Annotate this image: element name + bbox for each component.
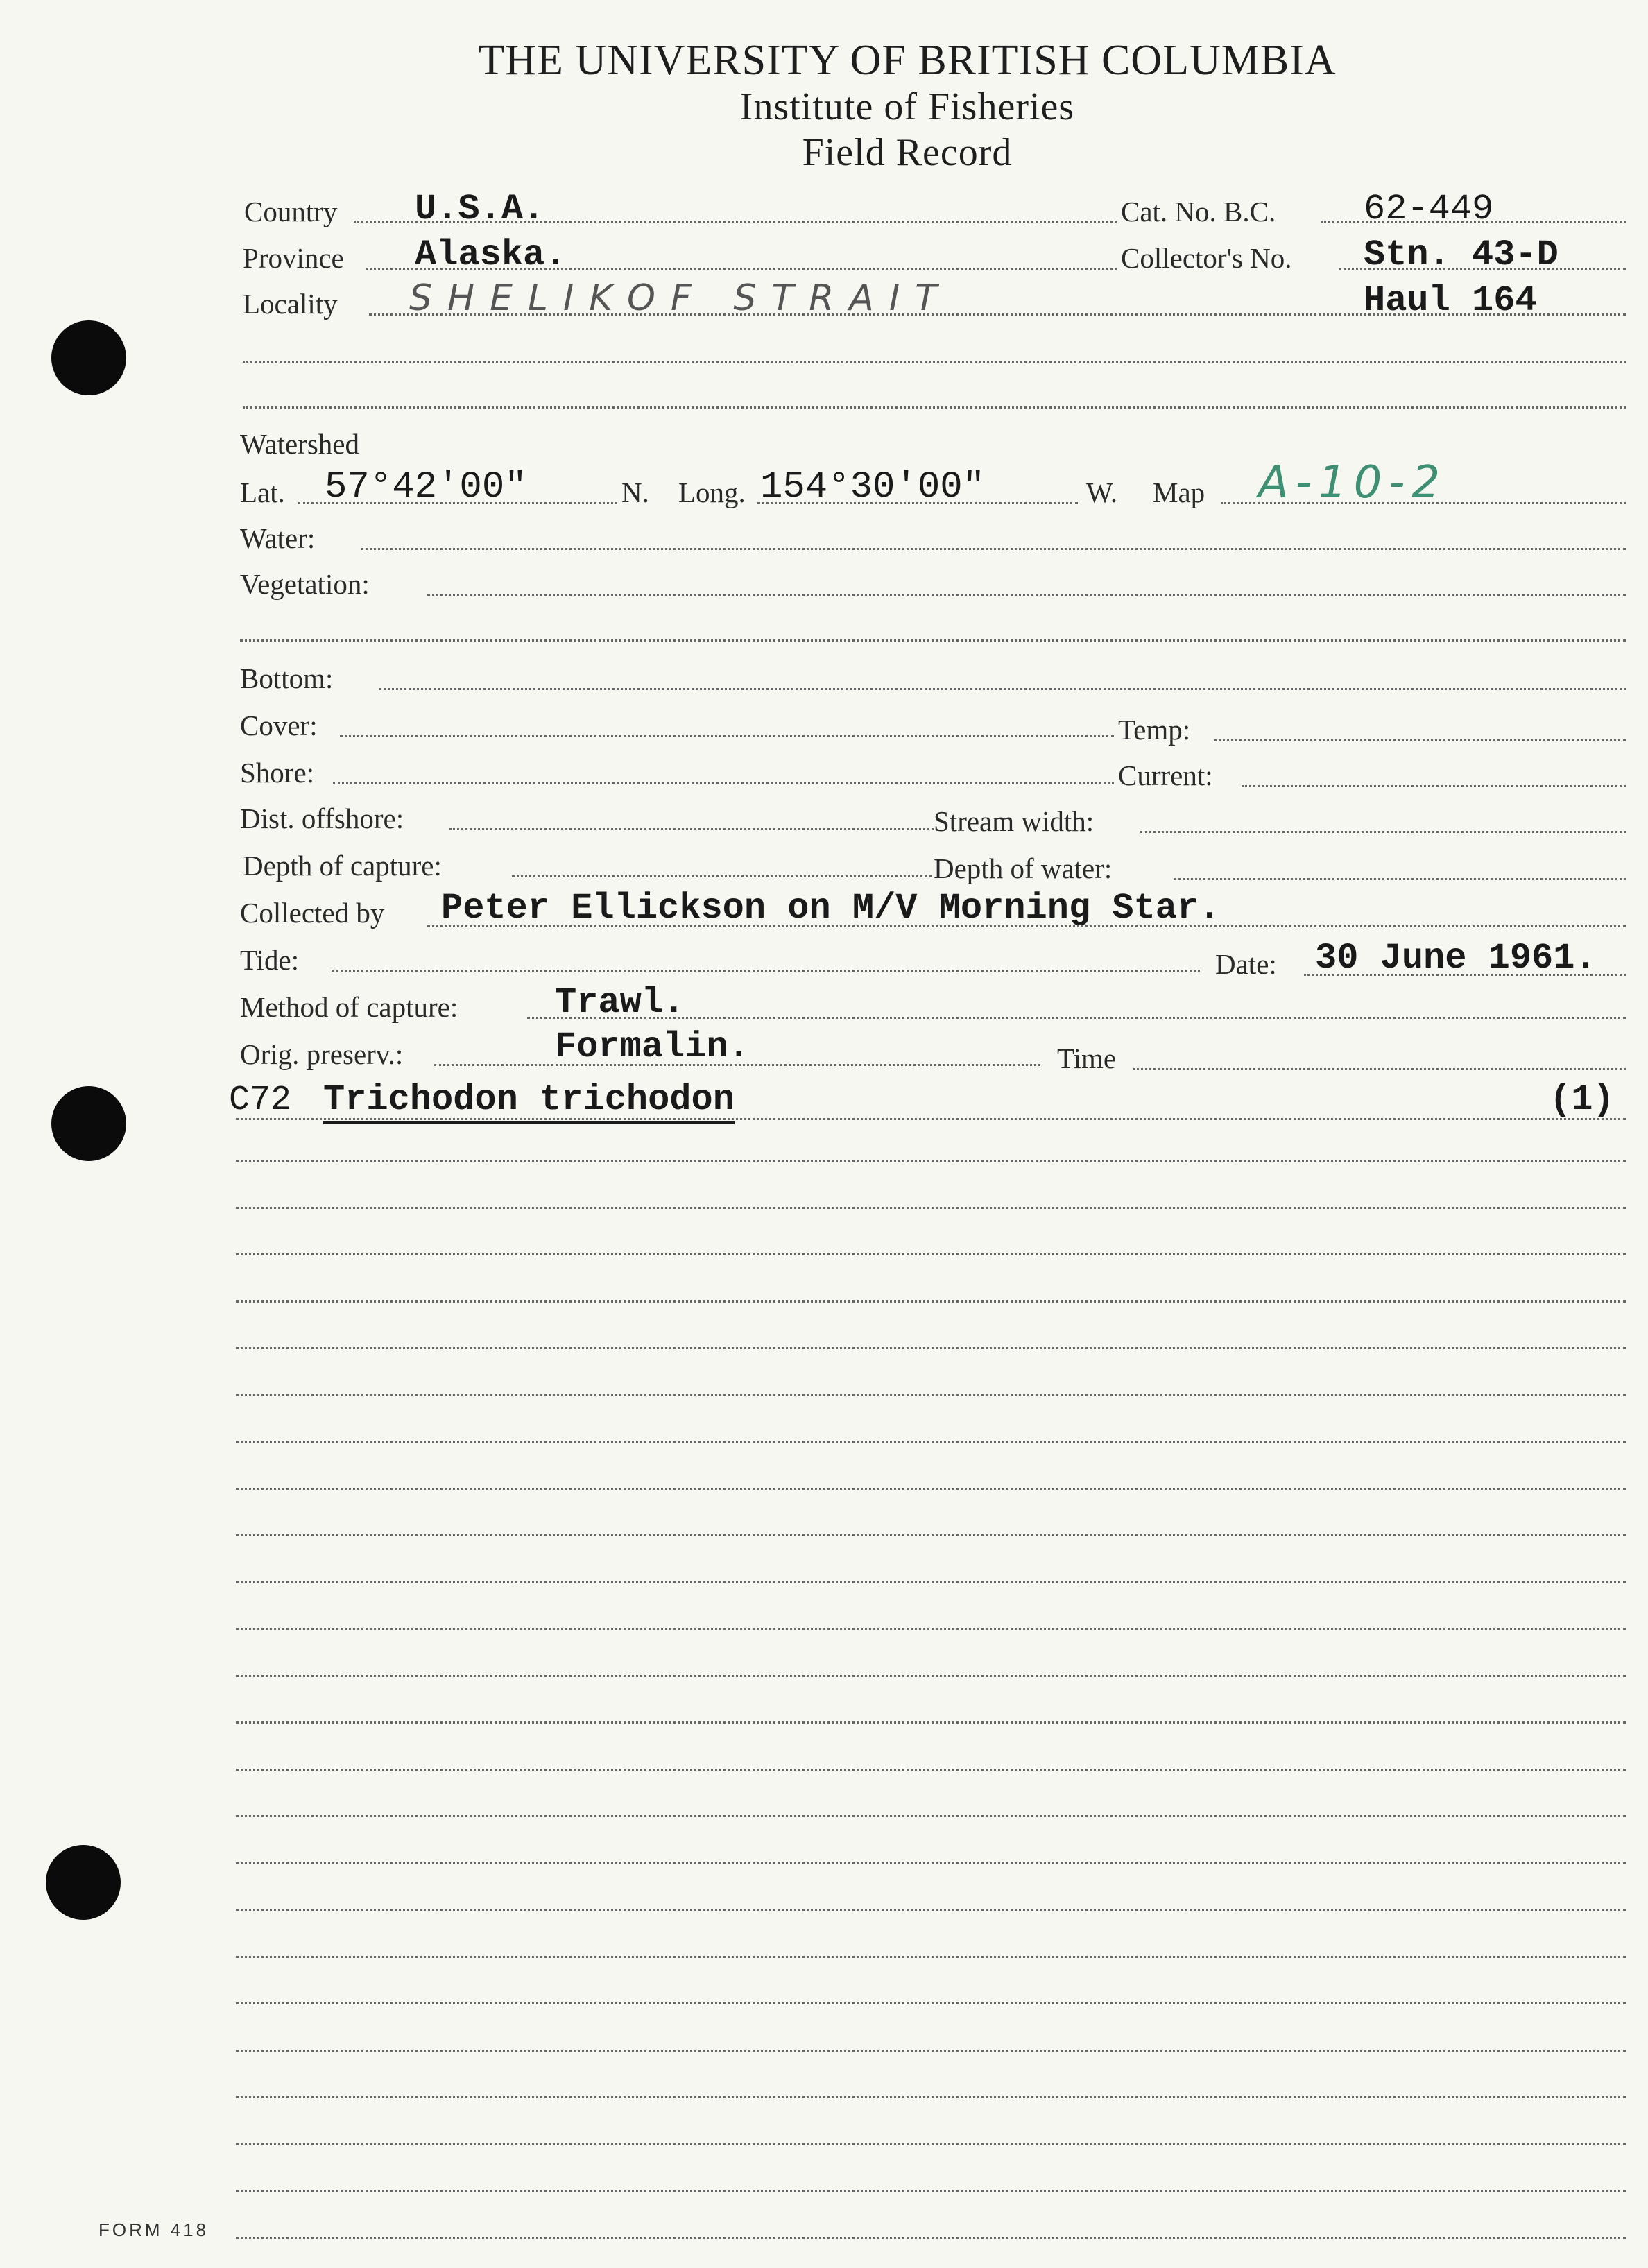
haul-value: Haul 164	[1364, 280, 1537, 321]
n-label: N.	[621, 476, 649, 508]
blank-line	[236, 2050, 1626, 2052]
blank-line	[236, 2096, 1626, 2098]
blank-line	[236, 1909, 1626, 1911]
blank-line	[236, 1300, 1626, 1303]
dist-offshore-field-line	[449, 828, 934, 830]
blank-line	[236, 2002, 1626, 2004]
blank-line	[236, 1160, 1626, 1162]
lat-value: 57°42'00"	[325, 466, 527, 508]
binder-hole-bottom	[46, 1845, 121, 1920]
blank-line	[236, 1488, 1626, 1490]
tide-label: Tide:	[240, 944, 300, 976]
country-value: U.S.A.	[415, 189, 545, 230]
cat-no-label: Cat. No. B.C.	[1121, 196, 1276, 227]
method-of-capture-field-line	[527, 1017, 1626, 1019]
temp-field-line	[1214, 739, 1626, 741]
temp-label: Temp:	[1118, 714, 1191, 746]
current-label: Current:	[1118, 759, 1213, 791]
blank-line	[236, 2237, 1626, 2239]
depth-of-capture-label: Depth of capture:	[243, 850, 442, 882]
orig-preserv-value: Formalin.	[555, 1026, 750, 1067]
blank-line	[236, 1207, 1626, 1209]
binder-hole-middle	[51, 1086, 126, 1161]
long-value: 154°30'00"	[760, 466, 986, 508]
watershed-label: Watershed	[240, 428, 360, 460]
collected-by-value: Peter Ellickson on M/V Morning Star.	[441, 888, 1221, 929]
depth-of-water-label: Depth of water:	[934, 852, 1113, 884]
blank-line	[240, 639, 1626, 642]
form-number: FORM 418	[98, 2219, 209, 2240]
blank-line	[236, 1956, 1626, 1958]
shore-label: Shore:	[240, 757, 315, 789]
collected-by-label: Collected by	[240, 897, 385, 929]
blank-line	[236, 1769, 1626, 1771]
blank-line	[236, 1862, 1626, 1864]
depth-of-water-field-line	[1174, 878, 1626, 880]
stream-width-field-line	[1140, 831, 1626, 833]
time-field-line	[1133, 1068, 1626, 1070]
method-of-capture-label: Method of capture:	[240, 991, 458, 1023]
blank-line	[236, 1347, 1626, 1349]
vegetation-label: Vegetation:	[240, 568, 370, 600]
long-label: Long.	[678, 476, 746, 508]
binder-hole-top	[51, 320, 126, 395]
locality-label: Locality	[243, 288, 338, 320]
blank-line	[236, 1441, 1626, 1443]
date-label: Date:	[1215, 948, 1277, 980]
shore-field-line	[333, 782, 1114, 784]
method-of-capture-value: Trawl.	[555, 982, 685, 1023]
specimen-code: C72	[229, 1081, 292, 1120]
blank-line	[236, 1394, 1626, 1396]
cover-label: Cover:	[240, 710, 318, 741]
blank-line	[236, 1534, 1626, 1536]
blank-line	[243, 406, 1626, 409]
record-title: Field Record	[802, 131, 1013, 174]
province-label: Province	[243, 242, 344, 274]
bottom-field-line	[379, 688, 1626, 690]
tide-field-line	[332, 970, 1200, 972]
w-label: W.	[1086, 476, 1118, 508]
blank-line	[236, 1581, 1626, 1583]
collectors-no-value: Stn. 43-D	[1364, 234, 1559, 275]
orig-preserv-label: Orig. preserv.:	[240, 1038, 404, 1070]
blank-line	[236, 2143, 1626, 2145]
university-heading: THE UNIVERSITY OF BRITISH COLUMBIA	[478, 37, 1337, 84]
specimen-name: Trichodon trichodon	[323, 1082, 735, 1124]
water-field-line	[361, 548, 1626, 550]
blank-line	[236, 1675, 1626, 1677]
vegetation-field-line	[427, 594, 1626, 596]
stream-width-label: Stream width:	[934, 805, 1095, 837]
province-value: Alaska.	[415, 234, 567, 275]
dist-offshore-label: Dist. offshore:	[240, 802, 404, 834]
current-field-line	[1242, 785, 1626, 787]
collectors-no-label: Collector's No.	[1121, 242, 1292, 274]
locality-value: SHELIKOF STRAIT	[409, 277, 952, 319]
lat-label: Lat.	[240, 476, 285, 508]
blank-line	[236, 2190, 1626, 2192]
blank-line	[236, 1815, 1626, 1817]
blank-line	[236, 1628, 1626, 1630]
blank-line	[236, 1253, 1626, 1255]
cat-no-value: 62-449	[1364, 189, 1494, 230]
water-label: Water:	[240, 522, 316, 554]
institute-heading: Institute of Fisheries	[739, 85, 1075, 128]
time-label: Time	[1057, 1042, 1117, 1074]
map-label: Map	[1153, 476, 1205, 508]
bottom-label: Bottom:	[240, 662, 334, 694]
specimen-line	[236, 1118, 1626, 1120]
depth-of-capture-field-line	[512, 875, 932, 877]
blank-line	[243, 361, 1626, 363]
date-value: 30 June 1961.	[1315, 938, 1597, 979]
map-value: A-10-2	[1258, 457, 1448, 508]
blank-line	[236, 1721, 1626, 1724]
cover-field-line	[340, 735, 1114, 737]
specimen-count: (1)	[1550, 1079, 1615, 1120]
country-label: Country	[244, 196, 338, 227]
